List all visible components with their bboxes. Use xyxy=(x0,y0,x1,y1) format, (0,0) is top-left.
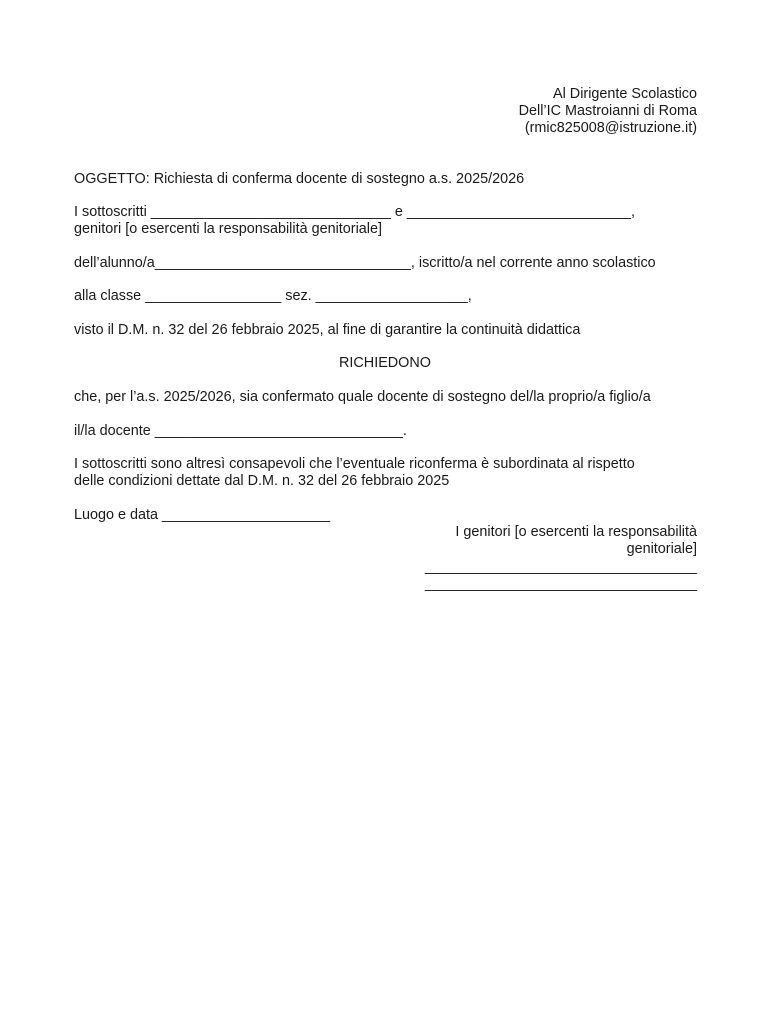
recipient-line-2: Dell’IC Mastroianni di Roma xyxy=(518,103,697,119)
recipient-line-1: Al Dirigente Scolastico xyxy=(553,86,697,102)
awareness-line-1: I sottoscritti sono altresì consapevoli che l’eventuale riconferma è subordinata al rispetto xyxy=(74,456,635,472)
request-heading: RICHIEDONO xyxy=(339,355,431,371)
recipient-email: (rmic825008@istruzione.it) xyxy=(524,120,697,136)
subject-line: OGGETTO: Richiesta di conferma docente di sostegno a.s. 2025/2026 xyxy=(74,171,525,187)
student-line: dell’alunno/a________________________________, iscritto/a nel corrente anno scolastico xyxy=(74,255,656,271)
dm-line: visto il D.M. n. 32 del 26 febbraio 2025, al fine di garantire la continuità didattica xyxy=(74,322,581,338)
signers-line: I sottoscritti ______________________________ e ____________________________, xyxy=(74,204,635,220)
teacher-line: il/la docente _______________________________. xyxy=(74,423,407,439)
parents-line: genitori [o esercenti la responsabilità genitoriale] xyxy=(74,221,382,237)
signature-label-2: genitoriale] xyxy=(626,541,697,557)
place-date-line: Luogo e data _____________________ xyxy=(74,507,331,523)
signature-line-2: __________________________________ xyxy=(424,576,697,592)
awareness-line-2: delle condizioni dettate dal D.M. n. 32 del 26 febbraio 2025 xyxy=(74,473,450,489)
request-line: che, per l’a.s. 2025/2026, sia confermato quale docente di sostegno del/la proprio/a figlio/a xyxy=(74,389,651,405)
signature-label-1: I genitori [o esercenti la responsabilità xyxy=(455,524,697,540)
signature-line-1: __________________________________ xyxy=(424,559,697,575)
class-line: alla classe _________________ sez. ___________________, xyxy=(74,288,472,304)
